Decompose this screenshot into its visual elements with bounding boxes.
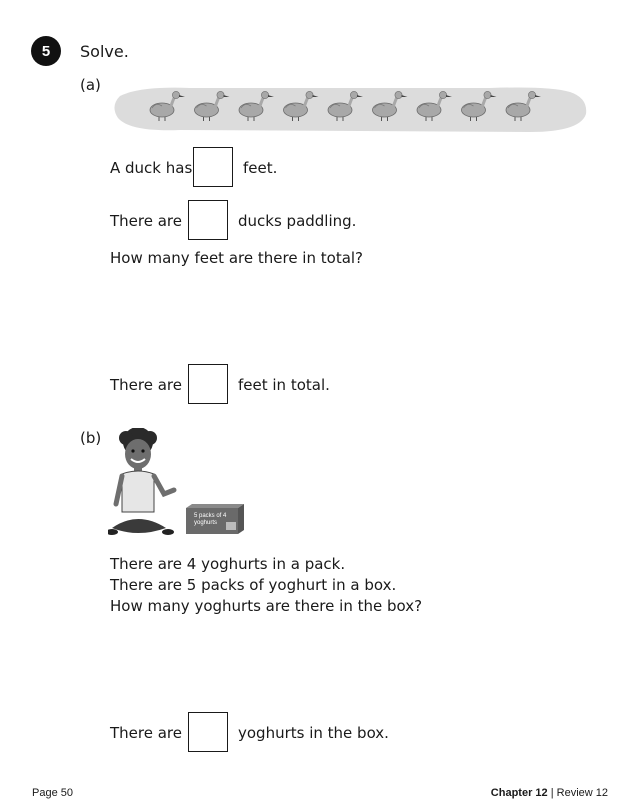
pond-illustration: [110, 78, 588, 134]
yoghurt-box-label-line1: 5 packs of 4: [194, 513, 227, 519]
section-title: Review 12: [556, 787, 608, 799]
yoghurt-total-answer-box[interactable]: [188, 712, 228, 752]
duck-count-answer-box[interactable]: [188, 200, 228, 240]
part-b-line2: There are 5 packs of yoghurt in a box.: [110, 576, 397, 594]
part-b-question: How many yoghurts are there in the box?: [110, 597, 423, 615]
part-a-question: How many feet are there in total?: [110, 249, 364, 267]
duck-feet-answer-box[interactable]: [193, 147, 233, 187]
part-a-answer-start: There are: [110, 376, 182, 394]
part-b-answer-end: yoghurts in the box.: [238, 724, 389, 742]
yoghurt-box: [186, 504, 244, 534]
part-a-answer-end: feet in total.: [238, 376, 330, 394]
yoghurt-box-label-line2: yoghurts: [194, 520, 218, 526]
part-b-answer-start: There are: [110, 724, 182, 742]
footer-separator: |: [550, 787, 554, 799]
chapter-footer: [491, 787, 608, 799]
part-a-label: (a): [80, 76, 101, 94]
part-a-line1-end: feet.: [243, 159, 278, 177]
chapter-title: Chapter 12: [490, 787, 548, 799]
page-number: Page 50: [32, 787, 73, 799]
boy-illustration: [108, 428, 180, 540]
part-b-line1: There are 4 yoghurts in a pack.: [110, 555, 346, 573]
part-a-line2-start: There are: [110, 212, 182, 230]
part-a-line2-end: ducks paddling.: [238, 212, 357, 230]
part-a-line1-start: A duck has: [110, 159, 193, 177]
instruction-text: Solve.: [80, 42, 129, 61]
question-number-badge: 5: [31, 36, 61, 66]
total-feet-answer-box[interactable]: [188, 364, 228, 404]
part-b-label: (b): [80, 429, 102, 447]
